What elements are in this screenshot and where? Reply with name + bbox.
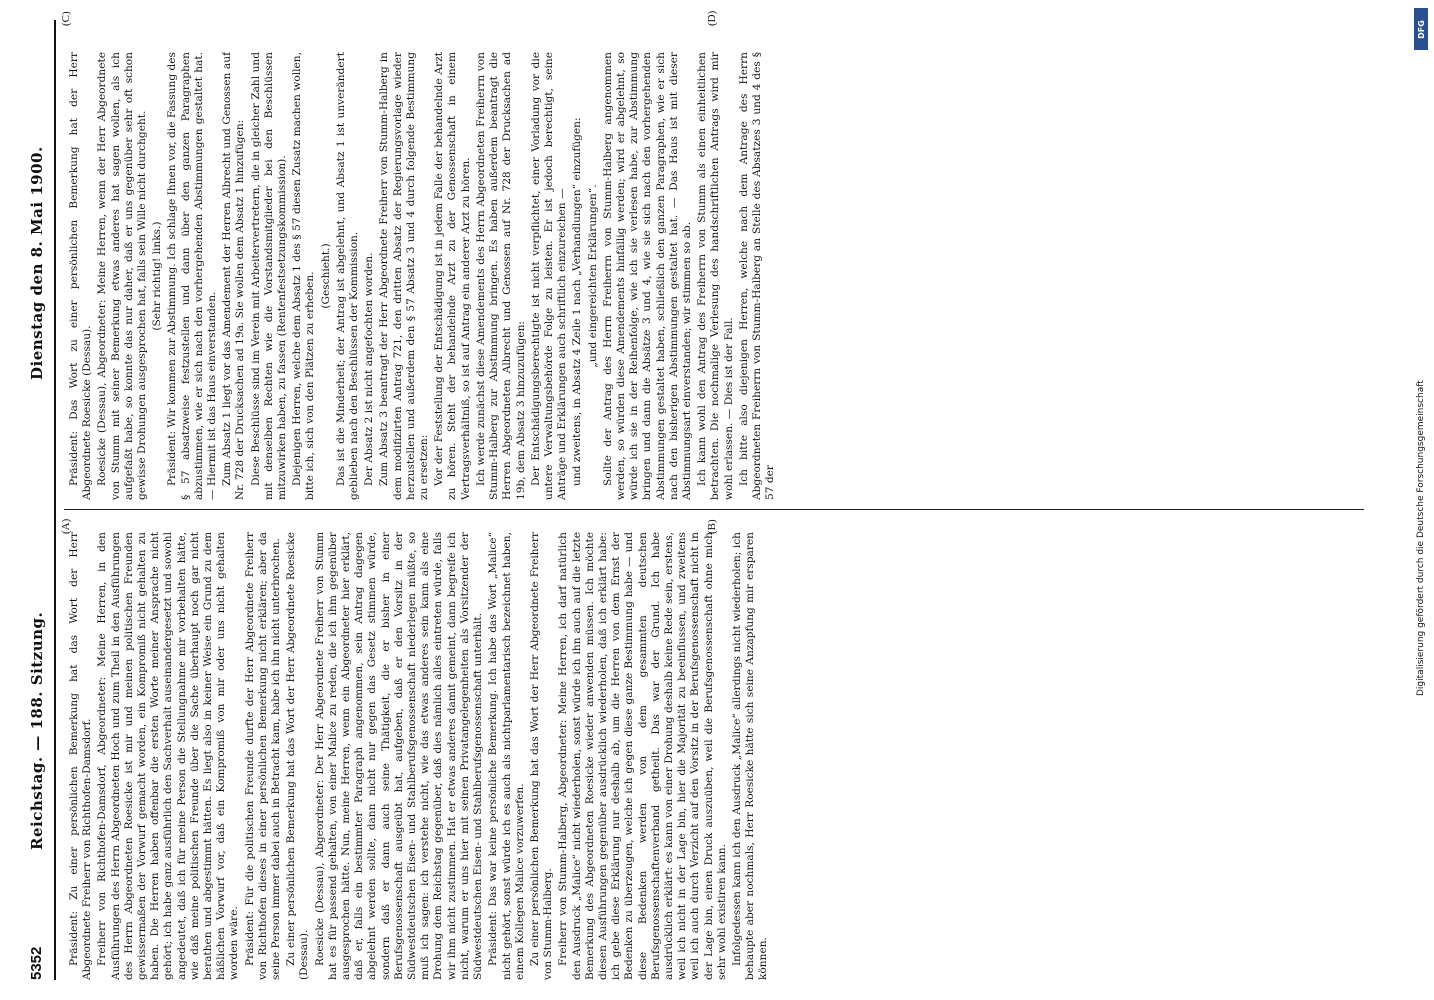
quoted-amendment: Der Entschädigungsberechtigte ist nicht verpflichtet, einer Vorladung vor die untere Verwaltungsbehörde Folge zu leisten. Er ist jedoch berechtigt, seine Anträge und Erklärungen auch schriftlich einzureichen — [529, 52, 569, 500]
paragraph: Ich werde zunächst diese Amendements des Herrn Abgeordneten Freiherrn von Stumm-Halberg zur Abstimmung bringen. Es haben außerdem beantragt die Herren Abgeordneten Albrecht und Genossen auf Nr. 728 der Drucksachen ad 19b, dem Absatz 3 hinzuzufügen: [474, 52, 527, 500]
paragraph: Freiherr von Richthofen-Damsdorf, Abgeordneter: Meine Herren, in den Ausführungen des Herrn Abgeordneten Hoch und zum Theil in den Ausführungen des Herrn Abgeordneten Roesicke ist mir und meinen politischen Freunden gewissermaßen der Vorwurf gemacht worden, ein Kompromiß nicht gehalten zu haben. Die Herren haben offenbar die ersten Worte meiner Ansprache nicht gehört; ich habe ganz ausführlich den Sachverhalt auseinandergesetzt und sowohl angedeutet, daß ich für meine Person die Stellungnahme mir vorbehalten hätte, wie daß meine politischen Freunde über die Sache überhaupt noch gar nicht berathen und abgestimmt hätten. Es liegt also in keiner Weise ein Grund zu dem häßlichen Vorwurf vor, daß ein Kompromiß von mir oder uns nicht gehalten worden wäre. [96, 532, 241, 980]
digitization-credit [1410, 0, 1434, 1000]
margin-marker-c: (C) [60, 11, 72, 26]
paragraph: Infolgedessen kann ich den Ausdruck „Malice“ allerdings nicht wiederholen; ich behaupte aber nochmals, Herr Roesicke hätte sich seine Anzapfung mir ersparen können. [730, 532, 770, 980]
left-column [68, 532, 1358, 980]
right-column [68, 52, 1358, 500]
paragraph: Zum Absatz 1 liegt vor das Amendement der Herren Albrecht und Genossen auf Nr. 728 der Drucksachen ad 19a. Sie wollen dem Absatz 1 hinzufügen: [221, 52, 247, 500]
document-page [20, 10, 1380, 980]
paragraph: Roesicke (Dessau), Abgeordneter: Meine Herren, wenn der Herr Abgeordnete von Stumm mit seiner Bemerkung etwas anderes hat sagen wollen, als ich aufgefaßt habe, so konnte das nur daher, daß er uns gegenüber sehr oft schon gewisse Drohungen ausgesprochen hat, falls sein Wille nicht durchgeht. [96, 52, 149, 500]
paragraph: Präsident: Für die politischen Freunde durfte der Herr Abgeordnete Freiherr von Richthofen dieses in einer persönlichen Bemerkung nicht erklären; aber da seine Person immer dabei auch in Betracht kam, habe ich ihn nicht unterbrochen. [243, 532, 283, 980]
header-rule [54, 20, 56, 980]
paragraph: Diejenigen Herren, welche dem Absatz 1 des § 57 diesen Zusatz machen wollen, bitte ich, sich von den Plätzen zu erheben. [291, 52, 317, 500]
paragraph: und zweitens, in Absatz 4 Zeile 1 nach „Verhandlungen“ einzufügen: [571, 117, 584, 486]
session-title: Reichstag. — 188. Sitzung. [28, 611, 46, 850]
paragraph: Zum Absatz 3 beantragt der Herr Abgeordnete Freiherr von Stumm-Halberg in dem modifizirten Antrag 721, den dritten Absatz der Regierungsvorlage wieder herzustellen und außerdem den § 57 Absatz 3 und 4 durch folgende Bestimmung zu ersetzen: [378, 52, 431, 500]
page-header [20, 20, 56, 980]
paragraph: (Sehr richtig! links.) [151, 221, 164, 331]
paragraph: Sollte der Antrag des Herrn Freiherrn von Stumm-Halberg angenommen werden, so würden diese Amendements hinfällig werden; wird er abgelehnt, so würde ich sie in der Reihenfolge, wie ich sie verlesen habe, zur Abstimmung bringen und dann die Absätze 3 und 4, wie sie sich nach den vorhergehenden Abstimmungen gestaltet haben, schließlich den ganzen Paragraphen, wie er sich nach den bisherigen Abstimmungen gestaltet hat. — Das Haus ist mit dieser Abstimmungsart einverstanden; wir stimmen so ab. [601, 52, 693, 500]
page-number: 5352 [28, 946, 45, 980]
margin-marker-d: (D) [706, 10, 718, 26]
margin-marker-b: (B) [706, 519, 718, 534]
paragraph: Roesicke (Dessau), Abgeordneter: Der Herr Abgeordnete Freiherr von Stumm hat es für passend gehalten, von einer Malice zu reden, die ich ihm gegenüber ausgesprochen hätte. Nun, meine Herren, wenn ein Abgeordneter hier erklärt, daß er, falls ein bestimmter Paragraph angenommen, sein Antrag dagegen abgelehnt werden sollte, dann nicht nur gegen das Gesetz stimmen würde, sondern daß er dann auch seine Thätigkeit, die er bisher in einer Berufsgenossenschaft ausgeübt hat, aufgeben, daß er den Vorsitz in der Südwestdeutschen Eisen- und Stahlberufsgenossenschaft niederlegen müßte, so muß ich sagen: ich verstehe nicht, wie das etwas anderes sein kann als eine Drohung dem Reichstag gegenüber, daß dies nämlich alles eintreten würde, falls wir ihm nicht zustimmen. Hat er etwas anderes damit gemeint, dann begreife ich nicht, warum er uns hier mit seinen Privatangelegenheiten als Vorsitzender der Südwestdeutschen Eisen- und Stahlberufsgenossenschaft unterhält. [313, 532, 485, 980]
paragraph: Ich bitte also diejenigen Herren, welche nach dem Antrage des Herrn Abgeordneten Freiherrn von Stumm-Halberg an Stelle des Absatzes 3 und 4 des § 57 der [737, 52, 777, 500]
dfg-logo: DFG [1414, 8, 1428, 50]
paragraph: Zu einer persönlichen Bemerkung hat das Wort der Herr Abgeordnete Roesicke (Dessau). [285, 532, 311, 980]
paragraph: Freiherr von Stumm-Halberg, Abgeordneter: Meine Herren, ich darf natürlich den Ausdruck „Malice“ nicht wiederholen, sonst würde ich ihn auch auf die letzte Bemerkung des Abgeordneten Roesicke wieder anwenden müssen. Ich möchte diesen Ausführungen gegenüber ausdrücklich wiederholen, daß ich erklärt habe: ich gebe diese Erklärung nur deshalb ab, um die Herren von dem Ernst der Bedenken zu überzeugen, welche ich gegen diese ganze Bestimmung habe — und diese Bedenken werden von dem gesammten deutschen Berufsgenossenschaftenverband getheilt. Das war der Grund. Ich habe ausdrücklich erklärt: es kann von einer Drohung deshalb keine Rede sein, erstens, weil ich nicht in der Lage bin, hier die Majorität zu beeinflussen, und zweitens weil ich auch durch Verzicht auf den Vorsitz in der Berufsgenossenschaft nicht in der Lage bin, einen Druck auszuüben, weil die Berufsgenossenschaft ohne mich sehr wohl existiren kann. [557, 532, 728, 980]
session-date: Dienstag den 8. Mai 1900. [28, 146, 46, 380]
paragraph: Präsident: Das war keine persönliche Bemerkung. Ich habe das Wort „Malice“ nicht gehört, sonst würde ich es auch als nichtparlamentarisch bezeichnet haben, einem Kollegen Malice vorzuwerfen. [487, 532, 526, 980]
paragraph: Das ist die Minderheit; der Antrag ist abgelehnt, und Absatz 1 ist unverändert geblieben nach den Beschlüssen der Kommission. [334, 52, 361, 500]
paragraph: Zu einer persönlichen Bemerkung hat das Wort der Herr Abgeordnete Freiherr von Stumm-Halberg. [528, 532, 555, 980]
paragraph: Präsident: Wir kommen zur Abstimmung. Ich schlage Ihnen vor, die Fassung des § 57 absatzweise festzustellen und dann über den ganzen Paragraphen abzustimmen, wie er sich nach den vorhergehenden Abstimmungen gestaltet hat. — Hiermit ist das Haus einverstanden. [166, 52, 219, 500]
paragraph: (Geschieht.) [319, 243, 332, 309]
quoted-amendment: Diese Beschlüsse sind im Verein mit Arbeitervertretern, die in gleicher Zahl und mit denselben Rechten wie die Vorstandsmitglieder bei den Beschlüssen mitzuwirken haben, zu fassen (Rentenfestsetzungskommission). [249, 52, 289, 500]
paragraph: „und eingereichten Erklärungen“. [586, 184, 599, 368]
paragraph: Präsident: Zu einer persönlichen Bemerkung hat das Wort der Herr Abgeordnete Freiherr von Richthofen-Damsdorf. [68, 532, 94, 980]
paragraph: Präsident: Das Wort zu einer persönlichen Bemerkung hat der Herr Abgeordnete Roesicke (Dessau). [68, 52, 94, 500]
quoted-amendment: Vor der Feststellung der Entschädigung ist in jedem Falle der behandelnde Arzt zu hören. Steht der behandelnde Arzt zu der Genossenschaft in einem Vertragsverhältniß, so ist auf Antrag ein anderer Arzt zu hören. [433, 52, 472, 500]
margin-marker-a: (A) [60, 518, 72, 534]
paragraph: Ich kann wohl den Antrag des Freiherrn von Stumm als einen einheitlichen betrachten. Die nochmalige Verlesung des handschriftlichen Antrags wird mir wohl erlassen. — Dies ist der Fall. [696, 52, 735, 500]
column-divider [64, 509, 1364, 510]
paragraph: Der Absatz 2 ist nicht angefochten worden. [363, 252, 376, 486]
credit-text: Digitalisierung gefördert durch die Deutsche Forschungsgemeinschaft [1416, 380, 1426, 696]
